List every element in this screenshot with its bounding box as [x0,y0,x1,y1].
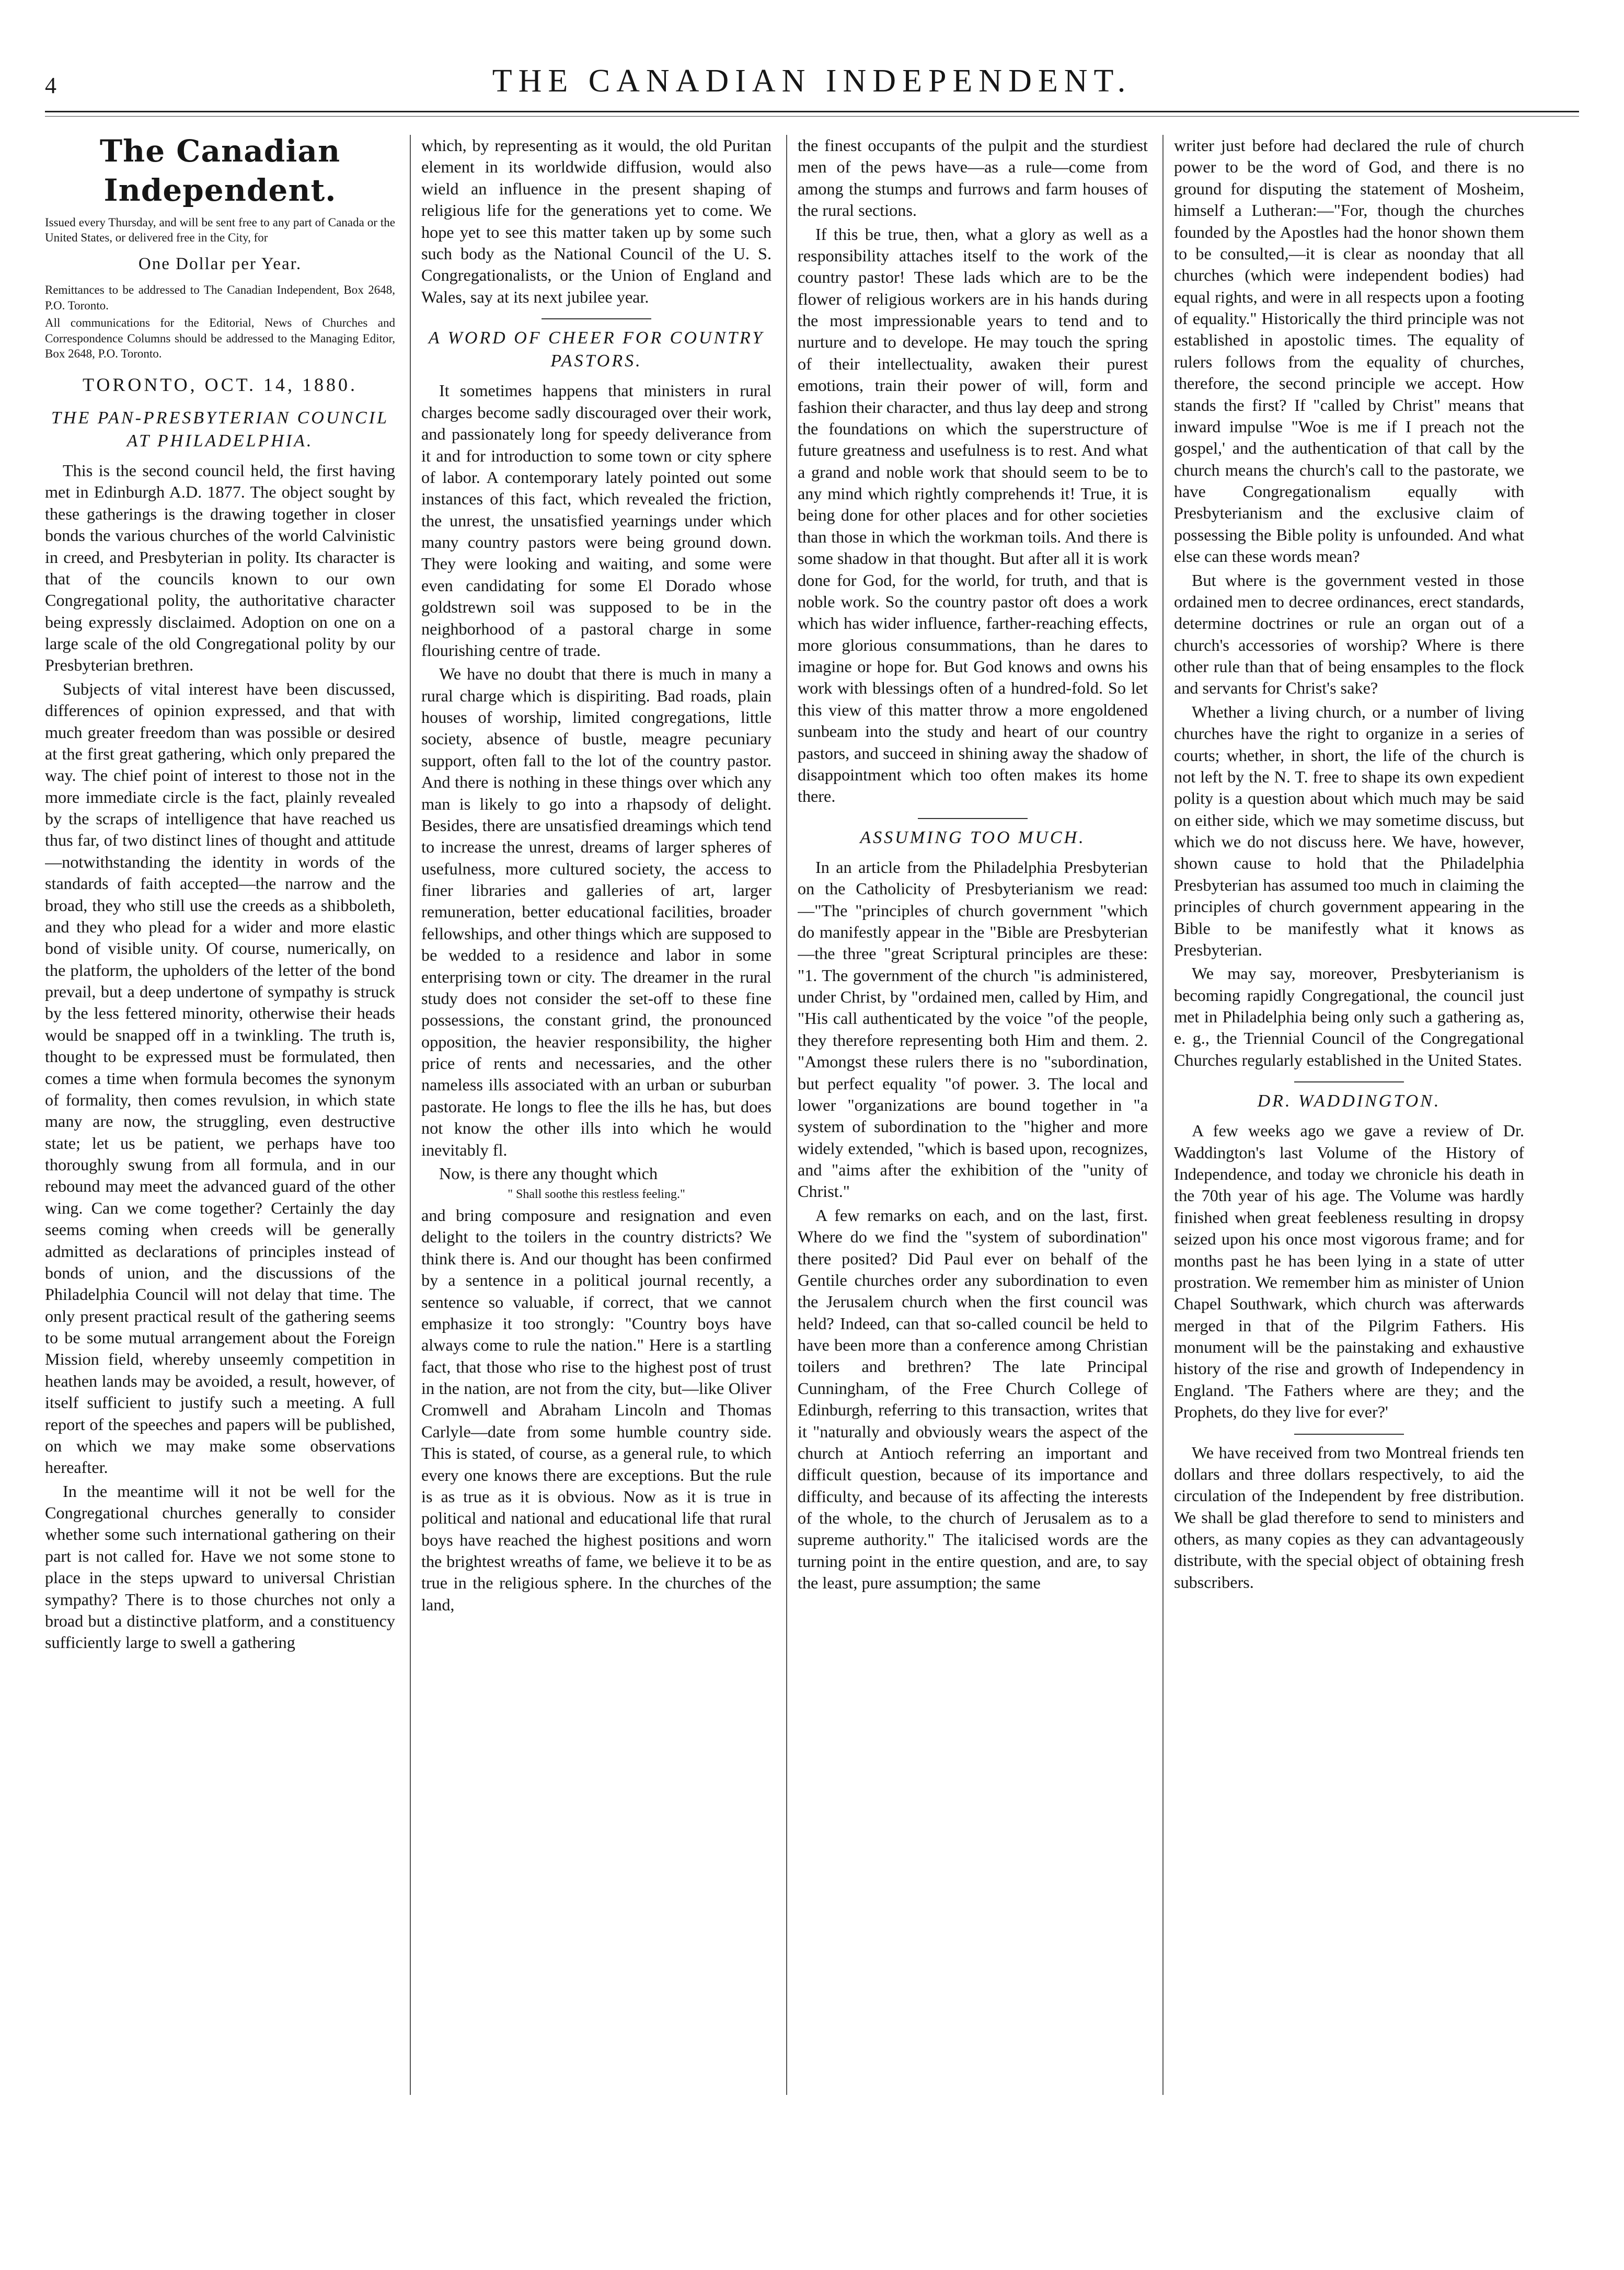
masthead: THE CANADIAN INDEPENDENT. [492,63,1132,99]
masthead-rule [45,111,1579,112]
remittances-note: Remittances to be addressed to The Canadian Independent, Box 2648, P.O. Toronto. [45,283,395,312]
article-paragraph: writer just before had declared the rule of church power to be the word of God, and there is no ground for disputing the statement of Mosheim, himself a Lutheran:—"For, though the churches founded by the Apostles had the honor shown them to be consulted,—it is clear as noonday that all churches (which were independent bodies) had equal rights, and were in all respects upon a footing of equality." Historically the third principle was not established in apostolic times. The equality of rulers follows from the equality of churches, therefore, the second principle we accept. How stands the first? If "called by Christ" means that inward impulse "Woe is me if I preach not the gospel,' and the authentication of that call by the church means the church's call to the pastorate, we have Congregationalism equally with Presbyterianism and the exclusive claim of possessing the Bible polity is unfounded. And what else can these words mean? [1174,136,1524,566]
article-paragraph: In the meantime will it not be well for the Congregational churches generally to consider whether some such international gathering on their part is not called for. Have we not some stone to place in the steps upward to universal Christian sympathy? There is to those churches not only a broad but a distinctive platform, and a constituency sufficiently large to swell a gathering [45,1481,395,1652]
article-paragraph: But where is the government vested in those ordained men to decree ordinances, erect standards, determine doctrines or rule an organ out of a church's accessories of worship? Where is there other rule than that of being ensamples to the flock and servants for Christ's sake? [1174,570,1524,698]
subscription-price: One Dollar per Year. [138,254,302,273]
dateline: TORONTO, OCT. 14, 1880. [82,374,358,396]
quoted-verse: " Shall soothe this restless feeling." [508,1188,685,1202]
article-paragraph: We may say, moreover, Presbyterianism is becoming rapidly Congregational, the council just met in Philadelphia being only such a gathering as, e. g., the Triennial Council of the Congregational Churches regularly established in the United States. [1174,964,1524,1069]
section-rule [542,318,651,319]
article-heading: DR. WADDINGTON. [1257,1091,1441,1111]
article-paragraph: which, by representing as it would, the old Puritan element in its worldwide diffusion, would also wield an influence in the present shaping of religious life for the generations yet to come. We hope yet to see this matter taken up by some such such body as the National Council of the U. S. Congregationalists, or the Union of England and Wales, say at its next jubilee year. [421,136,771,306]
section-rule [1294,1081,1404,1082]
article-paragraph: A few remarks on each, and on the last, first. Where do we find the "system of subordination" there posited? Did Paul ever on behalf of the Gentile churches order any subordination to even the Jerusalem church when the first council was held? Indeed, can that so-called council be held to have been more than a conference among Christian toilers and brethren? The late Principal Cunningham, of the Free Church College of Edinburgh, referring to this transaction, writes that it "naturally and obviously wears the aspect of the church at Antioch referring an important and difficult question, because of its importance and difficulty, and because of its affecting the interests of the whole, to the church of Jerusalem as to a supreme authority." The italicised words are the turning point in the entire question, and are, to say the least, pure assumption; the same [798,1205,1148,1593]
article-heading: THE PAN-PRESBYTERIAN COUNCIL AT PHILADELPHIA. [51,408,389,451]
masthead-rule-thin [45,116,1579,117]
column-divider [1162,135,1164,2095]
section-rule [1294,1434,1404,1435]
article-paragraph: A few weeks ago we gave a review of Dr. Waddington's last Volume of the History of Independence, and today we chronicle his death in the 70th year of his age. The Volume was hardly finished when great feebleness resulting in dropsy seized upon his once most vigorous frame; and for months past he has been lying in a state of utter prostration. We remember him as minister of Union Chapel Southwark, which church was afterwards merged in that of the Pilgrim Fathers. His monument will be the painstaking and exhaustive history of the rise and growth of Independency in England. 'The Fathers where are they; and the Prophets, do they live for ever?' [1174,1121,1524,1422]
article-paragraph: It sometimes happens that ministers in rural charges become sadly discouraged over their work, and passionately long for speedy deliverance from it and for introduction to some town or city sphere of labor. A contemporary lately pointed out some instances of this fact, which revealed the friction, the unrest, the unsatisfied yearnings under which many country pastors were being ground down. They were looking and waiting, and some were even candidating for some El Dorado whose goldstrewn soil was supposed to be in the neighborhood of a pastoral charge in some flourishing centre of trade. [421,381,771,660]
article-heading: ASSUMING TOO MUCH. [860,827,1086,847]
article-heading: A WORD OF CHEER FOR COUNTRY PASTORS. [428,328,765,371]
column-3 [798,135,1148,2226]
publisher-note: Issued every Thursday, and will be sent free to any part of Canada or the United States, or delivered free in the City, for [45,216,395,245]
article-paragraph: Now, is there any thought which [439,1163,658,1183]
column-4 [1174,135,1524,2226]
article-paragraph: Whether a living church, or a number of living churches have the right to organize in a series of courts; whether, in short, the life of the church is not left by the N. T. free to shape its own expedient polity is a question about which much may be said on either side, which we may sometime discuss, but which we do not discuss here. We have, however, shown cause to hold that the Philadelphia Presbyterian has assumed too much in claiming the principles of church government appearing in the Bible to be manifestly what it knows as Presbyterian. [1174,702,1524,959]
correspondence-note: All communications for the Editorial, News of Churches and Correspondence Columns should be addressed to the Managing Editor, Box 2648, P.O. Toronto. [45,316,395,361]
article-paragraph: This is the second council held, the first having met in Edinburgh A.D. 1877. The object sought by these gatherings is the drawing together in closer bonds the various churches of the world Calvinistic in creed, and Presbyterian in polity. Its character is that of the councils known to our own Congregational polity, the authoritative character being expressly disclaimed. Adoption on one on a large scale of the old Congregational polity by our Presbyterian brethren. [45,461,395,675]
column-divider [410,135,411,2095]
article-paragraph: the finest occupants of the pulpit and the sturdiest men of the pews have—as a rule—come from among the stumps and furrows and farm houses of the rural sections. [798,136,1148,220]
page-number: 4 [45,73,56,98]
column-1 [45,135,395,2226]
article-paragraph: We have no doubt that there is much in many a rural charge which is dispiriting. Bad roads, plain houses of worship, limited congregations, little society, absence of bustle, meagre pecuniary support, often fall to the lot of the country pastor. And there is nothing in these things over which any man is likely to go into a rhapsody of delight. Besides, there are unsatisfied dreamings which tend to increase the unrest, dreams of larger spheres of usefulness, more cultured society, the access to finer libraries and galleries of art, larger remuneration, better educational facilities, broader fellowships, and other things which are supposed to be wedded to a residence and labor in some enterprising town or city. The dreamer in the rural study does not consider the set-off to these fine possessions, the constant grind, the pronounced opposition, the heavier responsibility, the higher price of rents and necessaries, and the other nameless ills associated with an urban or suburban pastorate. He longs to flee the ills he has, but does not know the other ills into which he would inevitably fl. [421,664,771,1159]
article-paragraph: If this be true, then, what a glory as well as a responsibility attaches itself to the work of the country pastor! These lads which are to be the flower of religious workers are in his hands during the most impressionable years to tend and to nurture and to develope. He may touch the spring of their intellectuality, awaken their purest emotions, train their power of will, form and fashion their character, and thus lay deep and strong the foundations on which the superstructure of future greatness and usefulness is to rest. And what a grand and noble work that should seem to be to any mind which rightly comprehends it! True, it is being done for other places and for other societies than those in which the workman toils. And there is some shadow in that thought. But after all it is work done for God, for the world, for truth, and that is noble work. So the country pastor oft does a work which has wider influence, farther-reaching effects, more glorious consummations, than he dares to imagine or hope for. But God knows and owns his work with blessings often of a hundred-fold. So let this view of this matter throw a more engoldened sunbeam into the study and heart of our country pastors, and succeed in shining away the shadow of disappointment which too often makes its home there. [798,224,1148,806]
section-rule [918,818,1028,819]
article-paragraph: Subjects of vital interest have been discussed, differences of opinion expressed, and that with much greater freedom than was possible or desired at the first great gathering, which only prepared the way. The chief point of interest to those not in the more immediate circle is the fact, plainly revealed by the scraps of intelligence that have reached us thus far, of two distinct lines of thought and attitude—notwithstanding the identity in words of the standards of faith accepted—the narrow and the broad, they who still use the creeds as a shibboleth, and they who plead for a wider and more elastic bond of visible unity. Of course, numerically, on the platform, the upholders of the letter of the bond prevail, but a deep undertone of sympathy is struck by the less fettered minority, otherwise their heads would be snapped off in a twinkling. The truth is, thought to be expressed must be formulated, then comes a time when formula becomes the synonym of formality, then comes revulsion, in which state many are now, the struggling, even destructive state; let us be patient, we perhaps have too thoroughly swung from all formula, and in our rebound may meet the advanced guard of the other wing. Can we come together? Certainly the day seems coming when creeds will be generally admitted as declarations of principles instead of bonds of union, and the discussions of the Philadelphia Council will not delay that time. The only present practical result of the gathering seems to be some mutual arrangement about the Foreign Mission field, whereby unseemly competition in heathen lands may be avoided, a result, however, of itself sufficient to justify such a meeting. A full report of the speeches and papers will be published, on which we may make some observations hereafter. [45,679,395,1477]
article-paragraph: and bring composure and resignation and even delight to the toilers in the country districts? We think there is. And our thought has been confirmed by a sentence in a political journal recently, a sentence so valuable, if correct, that we cannot emphasize it too strongly: "Country boys have always come to rule the nation." Here is a startling fact, that those who rise to the highest post of trust in the nation, are not from the city, but—like Oliver Cromwell and Abraham Lincoln and Thomas Carlyle—date from some humble country side. This is stated, of course, as a general rule, to which every one knows there are exceptions. But the rule is as true as it is obvious. Now as it is true in political and national and educational life that rural boys have reached the highest positions and worn the brightest wreaths of fame, we believe it to be as true in the religious sphere. In the churches of the land, [421,1206,771,1614]
article-paragraph: In an article from the Philadelphia Presbyterian on the Catholicity of Presbyterianism we read:—"The "principles of church government "which do manifestly appear in the "Bible are Presbyterian—the three "great Scriptural principles are these: "1. The government of the church "is administered, under Christ, by "ordained men, called by Him, and "His call authenticated by the voice "of the people, they therefore representing both Him and them. 2. "Amongst these rulers there is no "subordination, but perfect equality "of power. 3. The local and lower "organizations are bound together in "a system of subordination to the "higher and more widely extended, "which is based upon, recognizes, and "aims after the exhibition of the "unity of Christ." [798,857,1148,1201]
column-2 [421,135,771,2226]
paper-title: The Canadian Independent. [99,135,341,208]
article-paragraph: We have received from two Montreal friends ten dollars and three dollars respectively, to aid the circulation of the Independent by free distribution. We shall be glad therefore to send to ministers and others, as many copies as they can advantageously distribute, with the special object of obtaining fresh subscribers. [1174,1443,1524,1592]
column-divider [786,135,787,2095]
